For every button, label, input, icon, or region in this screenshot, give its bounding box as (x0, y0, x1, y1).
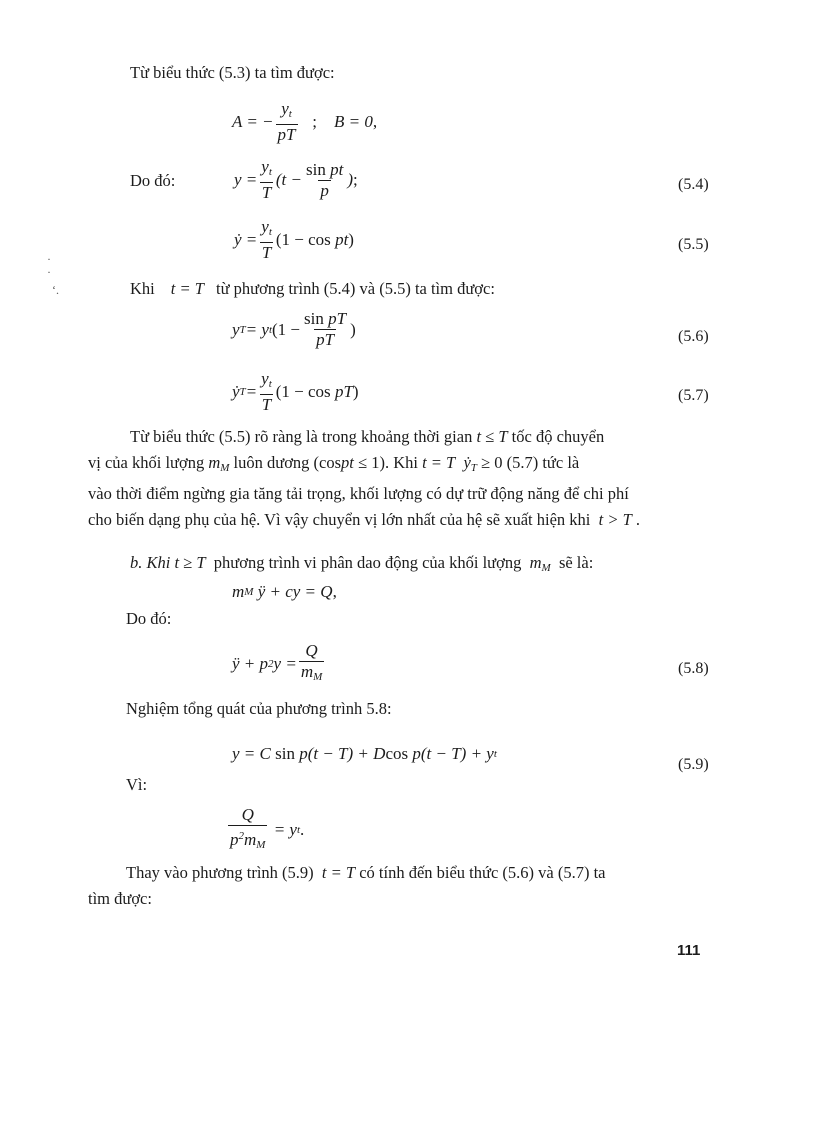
equation-motion: m M ÿ + cy = Q , (232, 582, 337, 601)
intro-text: Từ biểu thức (5.3) ta tìm được: (130, 63, 335, 82)
vi-label: Vì: (126, 775, 148, 794)
page-number: 111 (677, 942, 701, 959)
equation-5-5: ẏ = $\frac{y_t}{T}$ (1 − cos pt ) (234, 217, 354, 262)
equation-q-relation: $\frac{Q}{p^2m_M}$ = y t . (226, 806, 304, 854)
equation-5-4: y = $\frac{y_t}{T}$ (t − $\frac{\text{sin pt}}{p}$ ) ; (234, 157, 358, 202)
eq-number-5-7: (5.7) (678, 387, 709, 404)
section-b-heading: b. Khi t ≥ T phương trình vi phân dao động của khối lượng $m_M$ sẽ là: (130, 553, 594, 574)
equation-5-9: y = C sin p(t − T) + D cos p(t − T) + y t (232, 744, 497, 763)
do-do-label-2: Do đó: (126, 609, 172, 628)
paragraph-velocity: Từ biểu thức (5.5) rõ ràng là trong khoảng thời gian t ≤ T tốc độ chuyển vị của khối lượng $m_M$ luôn dương (cospt ≤ 1). Khi t = T ẏ$_T$ ≥ 0 (5.7) tức là vào thời điểm ngừng gia tăng tải trọng, khối lượng có dự trữ động năng để chi phí cho biến dạng phụ của hệ. Vì vậy chuyển vị lớn nhất của hệ sẽ xuất hiện khi t > T . (88, 427, 641, 529)
paragraph-substitute: Thay vào phương trình (5.9) t = T có tính đến biểu thức (5.6) và (5.7) ta tìm được: (88, 863, 606, 908)
eq-number-5-8: (5.8) (678, 660, 709, 677)
equation-5-7: ẏ T = $\frac{y_t}{T}$ (1 − cos pT ) (232, 369, 359, 414)
equation-a-b: A = − $\frac{y_t}{pT}$ ; B = 0 , (232, 99, 378, 144)
equation-5-6: y T = y t (1 − $\frac{\text{sin pT}}{pT}$ ) (232, 309, 356, 349)
eq-number-5-6: (5.6) (678, 328, 709, 345)
do-do-label-1: Do đó: (130, 171, 176, 190)
equation-5-8: ÿ + p 2 y = $\frac{Q}{m_M}$ (232, 642, 326, 686)
margin-mark: · (47, 252, 51, 266)
eq-number-5-5: (5.5) (678, 236, 709, 253)
eq-number-5-4: (5.4) (678, 176, 709, 193)
khi-label: Khi t = T từ phương trình (5.4) và (5.5) ta tìm được: (130, 279, 495, 298)
margin-mark: · (47, 265, 51, 279)
margin-mark: ‘. (52, 283, 59, 297)
general-solution-text: Nghiệm tổng quát của phương trình 5.8: (126, 699, 392, 718)
eq-number-5-9: (5.9) (678, 756, 709, 773)
